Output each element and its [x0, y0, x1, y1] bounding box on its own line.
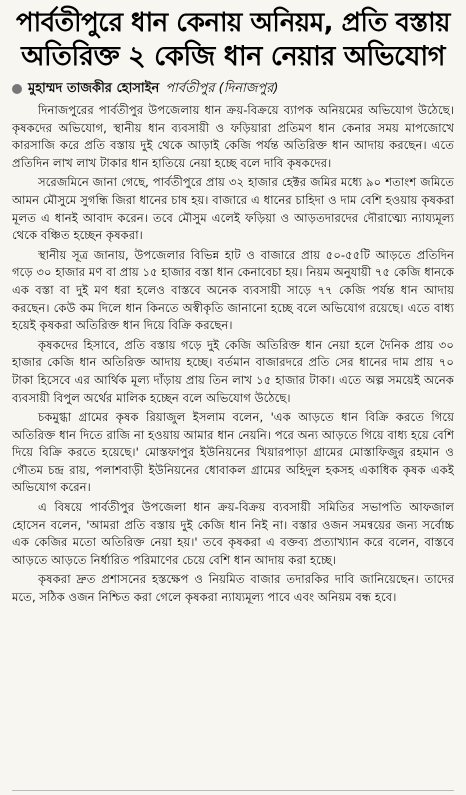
headline-line-1: পার্বতীপুরে ধান কেনায় অনিয়ম, প্রতি বস্তায় — [16, 8, 450, 38]
dateline-location: পার্বতীপুর (দিনাজপুর) — [165, 81, 279, 96]
headline-line-2: অতিরিক্ত ২ কেজি ধান নেয়ার অভিযোগ — [21, 41, 445, 72]
reporter-name: মুহাম্মদ তাজকীর হোসাইন — [28, 81, 160, 96]
paragraph: সরেজমিনে জানা গেছে, পার্বতীপুরে প্রায় ৩২ হাজার হেক্টর জমির মধ্যে ৯০ শতাংশ জমিতে আমন মৌসুমে সুগন্ধি জিরা ধানের চাষ হয়। বাজারে এ ধানের চাহিদা ও দাম বেশি হওয়ায় কৃষকরা মূলত এ ধানই আবাদ করেন। তবে মৌসুম এলেই ফড়িয়া ও আড়তদারদের দৌরাত্ম্যে ন্যায্যমূল্য থেকে বঞ্চিত হচ্ছেন কৃষকরা। — [12, 175, 454, 243]
article-headline — [12, 6, 454, 74]
paragraph: চকমুগ্ধা গ্রামের কৃষক রিয়াজুল ইসলাম বলেন, 'এক আড়তে ধান বিক্রি করতে গিয়ে অতিরিক্ত ধান দিতে রাজি না হওয়ায় আমার ধান নেয়নি। পরে অন্য আড়তে গিয়ে বাধ্য হয়ে বেশি দিয়ে বিক্রি করতে হয়েছে।' মোস্তফাপুর ইউনিয়নের খিয়ারপাড়া গ্রামের মোস্তাফিজুর রহমান ও গৌতম চন্দ্র রায়, পলাশবাড়ী ইউনিয়নের ধোবাকল গ্রামের অহিদুল হকসহ একাধিক কৃষক একই অভিযোগ করেন। — [12, 410, 454, 495]
article-body — [12, 102, 454, 607]
paragraph: কৃষকরা দ্রুত প্রশাসনের হস্তক্ষেপ ও নিয়মিত বাজার তদারকির দাবি জানিয়েছেন। তাদের মতে, সঠিক ওজন নিশ্চিত করা গেলে কৃষকরা ন্যায্যমূল্য পাবে এবং অনিয়ম বন্ধ হবে। — [12, 572, 454, 605]
paragraph: কৃষকদের হিসাবে, প্রতি বস্তায় গড়ে দুই কেজি অতিরিক্ত ধান নেয়া হলে দৈনিক প্রায় ৩০ হাজার কেজি ধান অতিরিক্ত আদায় হচ্ছে। বর্তমান বাজারদরে প্রতি সের ধানের দাম প্রায় ৭০ টাকা হিসেবে এর আর্থিক মূল্য দাঁড়ায় প্রায় তিন লাখ ১৫ হাজার টাকা। এতে অল্প সময়েই অনেক ব্যবসায়ী বিপুল অর্থের মালিক হচ্ছেন বলে অভিযোগ উঠেছে। — [12, 337, 454, 405]
paragraph: এ বিষয়ে পার্বতীপুর উপজেলা ধান ক্রয়-বিক্রয় ব্যবসায়ী সমিতির সভাপতি আফজাল হোসেন বলেন, 'আমরা প্রতি বস্তায় দুই কেজি ধান নিই না। বস্তার ওজন সমন্বয়ের জন্য সর্বোচ্চ এক কেজির মতো অতিরিক্ত নেয়া হয়।' তবে কৃষকরা এ বক্তব্য প্রত্যাখ্যান করে বলেন, বাস্তবে আড়তে আড়তে নির্ধারিত পরিমাণের চেয়ে বেশি ধান আদায় করা হচ্ছে। — [12, 500, 454, 567]
bullet-dot-icon — [12, 84, 22, 94]
paragraph: স্থানীয় সূত্র জানায়, উপজেলার বিভিন্ন হাট ও বাজারে প্রায় ৫০-৫৫টি আড়তে প্রতিদিন গড়ে ৩০ হাজার মণ বা প্রায় ১৫ হাজার বস্তা ধান কেনাবেচা হয়। নিয়ম অনুযায়ী ৭৫ কেজি ধানকে এক বস্তা বা দুই মণ ধরা হলেও বাস্তবে অনেক ব্যবসায়ী সাড়ে ৭৭ কেজি পর্যন্ত ধান আদায় করছেন। কেউ কম দিলে ধান কিনতে অস্বীকৃতি জানানো হচ্ছে বলে অভিযোগ রয়েছে। এতে বাধ্য হয়েই কৃষকরা অতিরিক্ত ধান দিয়ে বিক্রি করছেন। — [12, 247, 454, 333]
byline — [12, 80, 454, 98]
paragraph: দিনাজপুরের পার্বতীপুর উপজেলায় ধান ক্রয়-বিক্রয়ে ব্যাপক অনিয়মের অভিযোগ উঠেছে। কৃষকদের অভিযোগ, স্থানীয় ধান ব্যবসায়ী ও ফড়িয়ারা প্রতিমণ ধান কেনার সময় মাপজোখে কারসাজি করে প্রতি বস্তায় দুই থেকে আড়াই কেজি পর্যন্ত অতিরিক্ত ধান আদায় করছেন। এতে প্রতিদিন লাখ লাখ টাকার ধান হাতিয়ে নেয়া হচ্ছে বলে দাবি কৃষকদের। — [12, 103, 454, 170]
bottom-divider — [12, 790, 454, 791]
